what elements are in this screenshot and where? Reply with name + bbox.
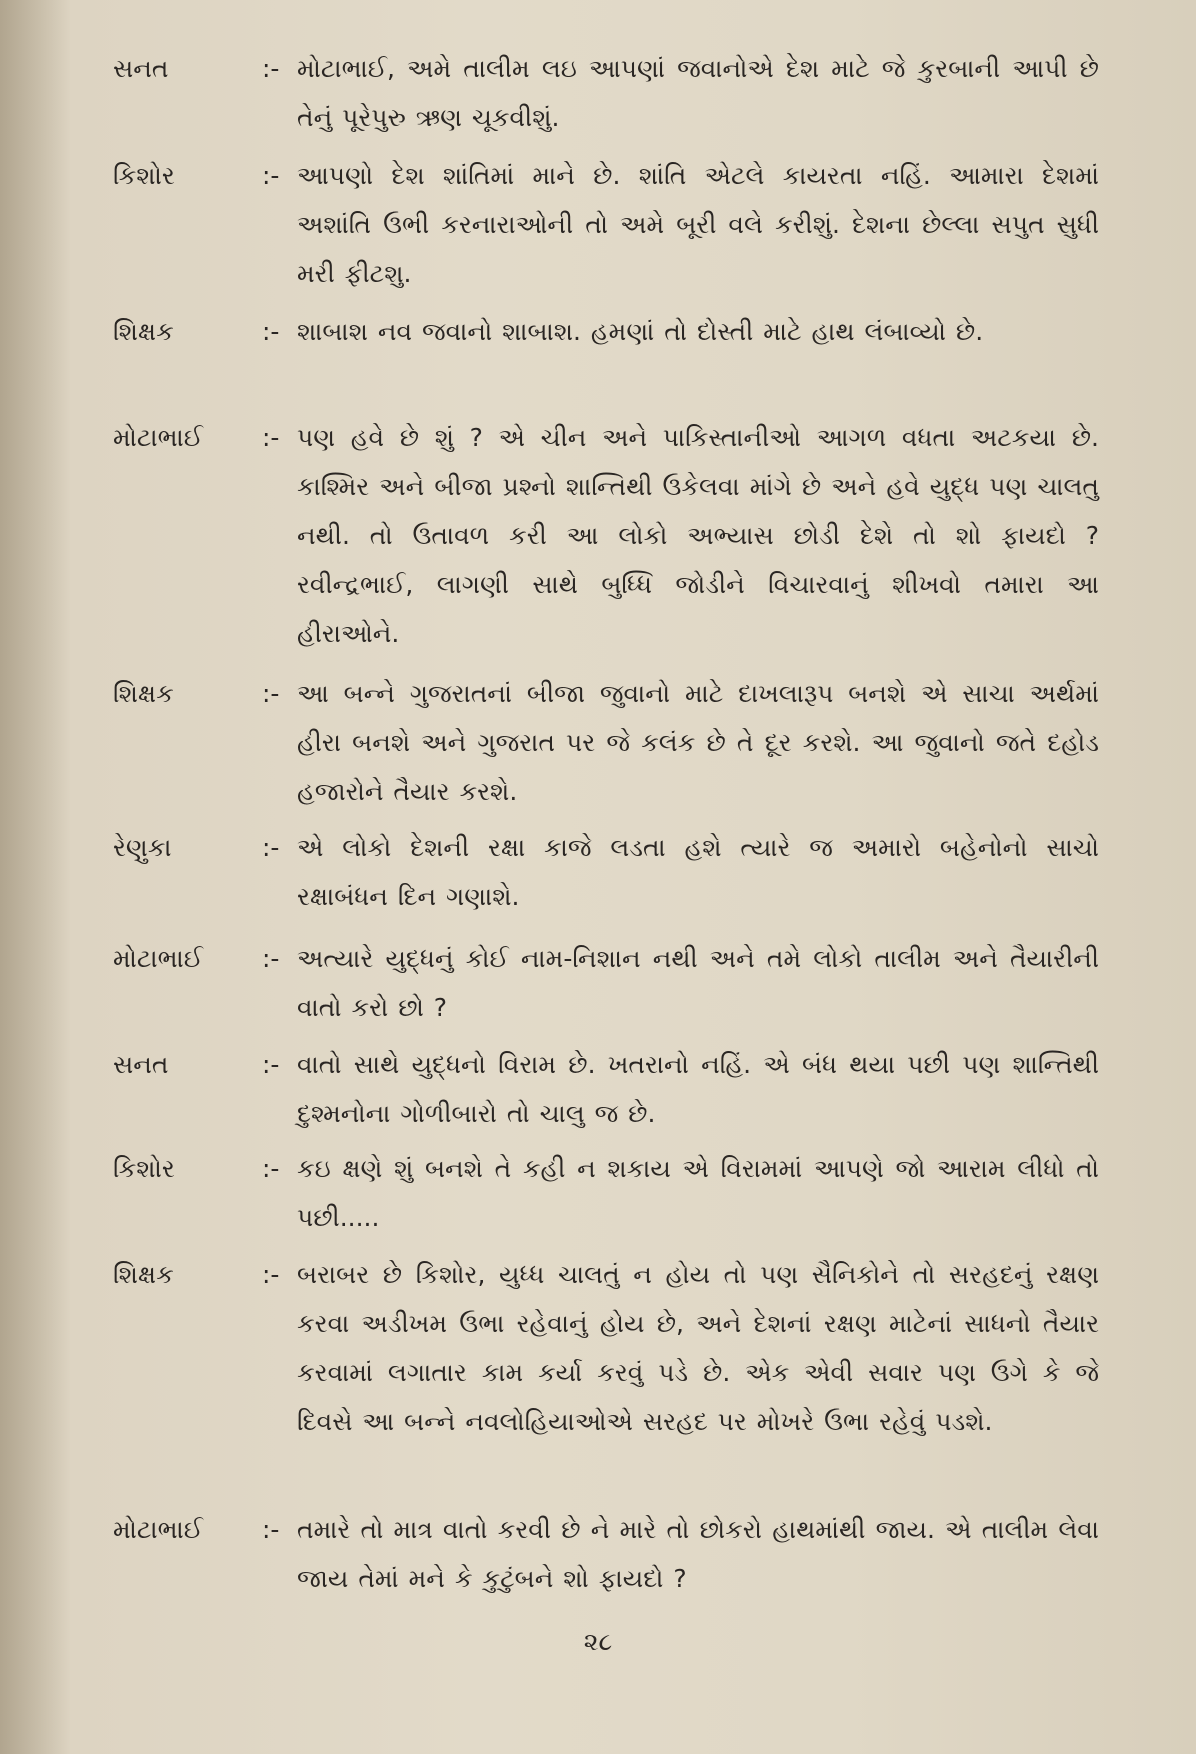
speaker-separator: :- [262,423,280,452]
speech-text: એ લોકો દેશની રક્ષા કાજે લડતા હશે ત્યારે જ અમારો બહેનોનો સાચો રક્ષાબંધન દિન ગણાશે. [297,833,1099,911]
speaker-separator: :- [262,1154,280,1183]
speech-text: તમારે તો માત્ર વાતો કરવી છે ને મારે તો છોકરો હાથમાંથી જાય. એ તાલીમ લેવા જાય તેમાં મને કે કુટુંબને શો ફાયદો ? [297,1515,1099,1593]
speech-text: કઇ ક્ષણે શું બનશે તે કહી ન શકાય એ વિરામમાં આપણે જો આરામ લીધો તો પછી..... [297,1154,1099,1232]
speaker-separator: :- [262,679,280,708]
speaker-name: રેણુકા [113,833,172,862]
speech-text: બરાબર છે કિશોર, યુધ્ધ ચાલતું ન હોય તો પણ સૈનિકોને તો સરહદનું રક્ષણ કરવા અડીખમ ઉભા રહેવાનું હોય છે, અને દેશનાં રક્ષણ માટેનાં સાધનો તૈયાર કરવામાં લગાતાર કામ કર્યા કરવું પડે છે. એક એવી સવાર પણ ઉગે કે જે દિવસે આ બન્ને નવલોહિયાઓએ સરહદ પર મોખરે ઉભા રહેવું પડશે. [297,1260,1099,1436]
speech-text: શાબાશ નવ જવાનો શાબાશ. હમણાં તો દોસ્તી માટે હાથ લંબાવ્યો છે. [297,317,984,346]
spine-shadow [0,0,70,1754]
speaker-separator: :- [262,944,280,973]
speaker-name: શિક્ષક [113,679,174,708]
speaker-separator: :- [262,833,280,862]
speaker-separator: :- [262,161,280,190]
speech-text: અત્યારે યુદ્ધનું કોઈ નામ-નિશાન નથી અને તમે લોકો તાલીમ અને તૈયારીની વાતો કરો છો ? [297,944,1099,1022]
speaker-name: મોટાભાઈ [113,944,204,973]
speaker-separator: :- [262,1260,280,1289]
speaker-separator: :- [262,1050,280,1079]
speaker-name: સનત [113,1050,169,1079]
speaker-separator: :- [262,1515,280,1544]
speaker-name: મોટાભાઈ [113,1515,204,1544]
speaker-name: કિશોર [113,161,175,190]
speaker-separator: :- [262,54,280,83]
speaker-name: કિશોર [113,1154,175,1183]
speaker-name: શિક્ષક [113,317,174,346]
speech-text: આ બન્ને ગુજરાતનાં બીજા જુવાનો માટે દાખલારૂપ બનશે એ સાચા અર્થમાં હીરા બનશે અને ગુજરાત પર જે કલંક છે તે દૂર કરશે. આ જુવાનો જતે દહોડ હજારોને તૈયાર કરશે. [297,679,1099,806]
speaker-separator: :- [262,317,280,346]
speaker-name: શિક્ષક [113,1260,174,1289]
speaker-name: મોટાભાઈ [113,423,204,452]
speech-text: મોટાભાઈ, અમે તાલીમ લઇ આપણાં જવાનોએ દેશ માટે જે કુરબાની આપી છે તેનું પૂરેપુરુ ઋણ ચૂકવીશું. [297,54,1099,132]
page-number: ૨૮ [583,1627,613,1656]
speech-text: વાતો સાથે યુદ્ધનો વિરામ છે. ખતરાનો નહિં. એ બંધ થયા પછી પણ શાન્તિથી દુશ્મનોના ગોળીબારો તો ચાલુ જ છે. [297,1050,1099,1128]
speech-text: આપણો દેશ શાંતિમાં માને છે. શાંતિ એટલે કાયરતા નહિં. આમારા દેશમાં અશાંતિ ઉભી કરનારાઓની તો અમે બૂરી વલે કરીશું. દેશના છેલ્લા સપુત સુધી મરી ફીટશુ. [297,161,1099,288]
speech-text: પણ હવે છે શું ? એ ચીન અને પાકિસ્તાનીઓ આગળ વધતા અટકયા છે. કાશ્મિર અને બીજા પ્રશ્નો શાન્તિથી ઉકેલવા માંગે છે અને હવે યુદ્ધ પણ ચાલતુ નથી. તો ઉતાવળ કરી આ લોકો અભ્યાસ છોડી દેશે તો શો ફાયદો ? રવીન્દ્રભાઈ, લાગણી સાથે બુધ્ધિ જોડીને વિચારવાનું શીખવો તમારા આ હીરાઓને. [297,423,1099,648]
speaker-name: સનત [113,54,169,83]
